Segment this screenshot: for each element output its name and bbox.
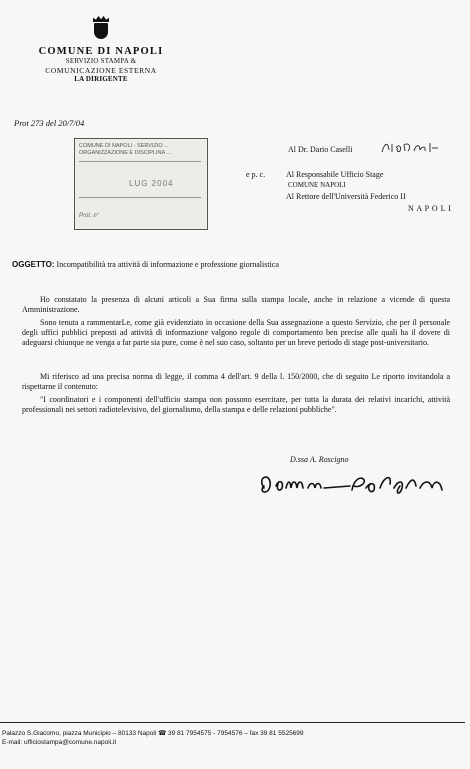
letterhead-service: SERVIZIO STAMPA &	[65, 57, 137, 65]
signer-name: D.ssa A. Roscigno	[290, 455, 349, 464]
body-paragraph-1: Ho constatato la presenza di alcuni articoli a Sua firma sulla stampa locale, anche in relazione a vicende di questa Amministrazione.	[22, 295, 450, 314]
epc-label: e p. c.	[246, 170, 266, 179]
letterhead-role: LA DIRIGENTE	[74, 75, 128, 83]
body-paragraph-2: Sono tenuta a rammentarLe, come già evidenziato in occasione della Sua assegnazione a questo Servizio, che per il personale degli uffici pubblici preposti ad attività di informazione valgono regole di comportamento ben precise alle quali ha il dovere di adeguarsi chiunque ne venga a far parte sia pure, come è nel suo caso, soltanto per un breve periodo di stage post-universitario.	[22, 318, 450, 347]
footer-divider	[0, 722, 465, 723]
subject-text: Incompatibilità tra attività di informazione e professione giornalistica	[56, 260, 279, 269]
addressee-cc1: Al Responsabile Ufficio Stage	[286, 170, 384, 179]
addressee-cc2: Al Rettore dell'Università Federico II	[286, 192, 406, 201]
addressee-handwritten-note	[380, 138, 440, 156]
stamp-line-2: ORGANIZZAZIONE E DISCIPLINA ...	[79, 150, 171, 156]
letterhead-communication: COMUNICAZIONE ESTERNA	[45, 66, 157, 75]
addressee-cc2-city: N A P O L I	[408, 204, 452, 213]
handwritten-signature	[254, 466, 454, 502]
addressee-main: Al Dr. Dario Caselli	[288, 145, 353, 154]
city-crest-icon	[91, 16, 111, 40]
letterhead	[16, 16, 186, 84]
received-stamp	[74, 138, 208, 230]
stamp-date: LUG 2004	[129, 179, 174, 188]
stamp-protocol: Prot. n°	[79, 213, 100, 219]
subject-label: OGGETTO:	[12, 260, 55, 269]
footer-address: Palazzo S.Giacomo, piazza Municipio – 80133 Napoli ☎ 39 81 7954575 - 7954576 – fax 39 81 5525699	[2, 730, 304, 737]
subject-line	[12, 260, 279, 269]
stamp-line-1: COMUNE DI NAPOLI - SERVIZIO ...	[79, 143, 169, 149]
protocol-number: Prot 273 del 20/7/04	[14, 118, 85, 128]
body-quote: "I coordinatori e i componenti dell'ufficio stampa non possono esercitare, per tutta la durata dei relativi incarichi, attività professionali nei settori radiotelevisivo, del giornalismo, della stampa e delle relazioni pubbliche".	[22, 395, 450, 414]
body-paragraph-3: Mi riferisco ad una precisa norma di legge, il comma 4 dell'art. 9 della l. 150/2000, che di seguito Le riporto invitandola a rispettarne il contenuto:	[22, 372, 450, 391]
addressee-cc1-org: COMUNE NAPOLI	[288, 181, 346, 189]
letterhead-city: COMUNE DI NAPOLI	[38, 46, 164, 57]
footer-email: E-mail: ufficiostampa@comune.napoli.it	[2, 739, 117, 746]
